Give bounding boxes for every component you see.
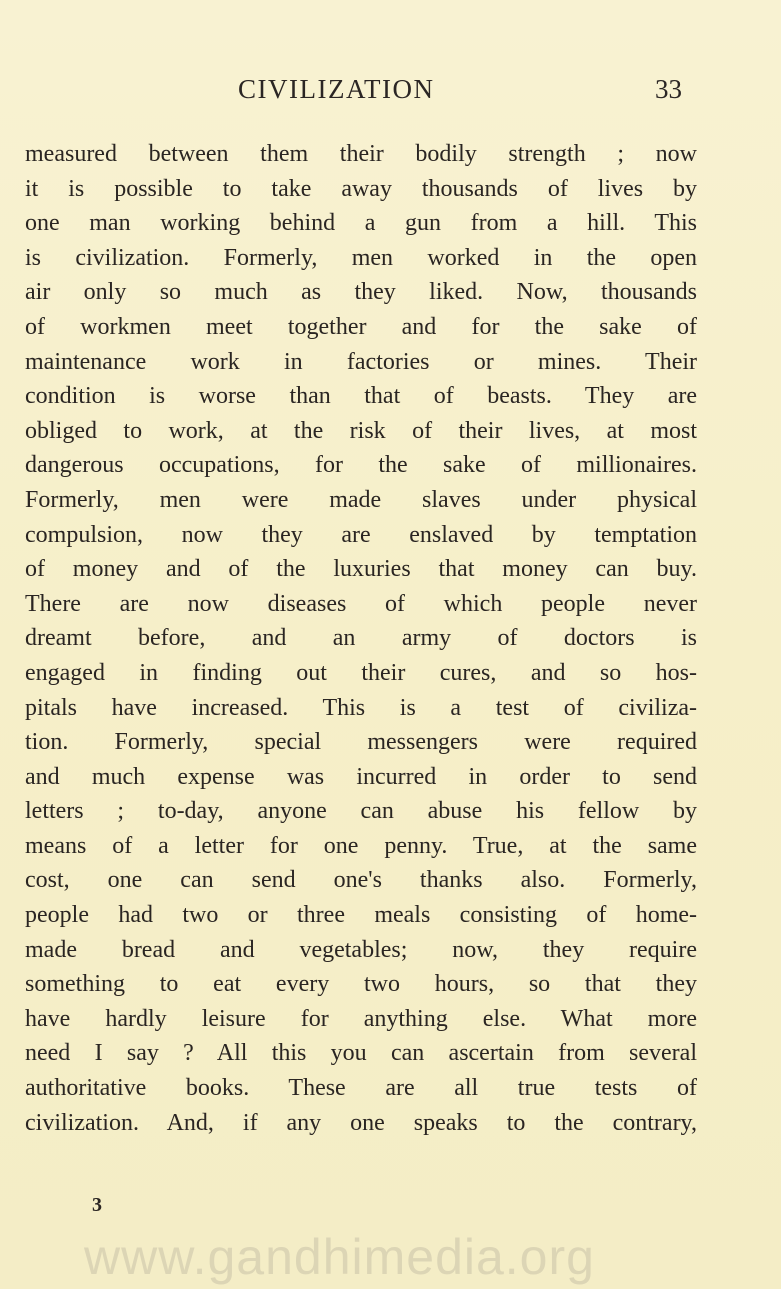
body-text xyxy=(25,137,697,1140)
text-line: There are now diseases of which people never xyxy=(25,590,697,617)
text-line: civilization. And, if any one speaks to the contrary, xyxy=(25,1109,697,1136)
text-line: one man working behind a gun from a hill. This xyxy=(25,210,697,237)
text-line: cost, one can send one's thanks also. Formerly, xyxy=(25,867,697,894)
page-number: 33 xyxy=(655,74,682,104)
text-line: compulsion, now they are enslaved by temptation xyxy=(25,521,697,548)
signature-mark: 3 xyxy=(92,1194,102,1216)
text-line: maintenance work in factories or mines. Their xyxy=(25,348,697,375)
text-line: dangerous occupations, for the sake of millionaires. xyxy=(25,452,697,479)
text-line: condition is worse than that of beasts. They are xyxy=(25,383,697,410)
text-line: have hardly leisure for anything else. What more xyxy=(25,1005,697,1032)
text-line: obliged to work, at the risk of their lives, at most xyxy=(25,417,697,444)
text-line: letters ; to-day, anyone can abuse his fellow by xyxy=(25,798,697,825)
text-line: dreamt before, and an army of doctors is xyxy=(25,625,697,652)
text-line: pitals have increased. This is a test of civiliza- xyxy=(25,694,697,721)
text-line: something to eat every two hours, so that they xyxy=(25,971,697,998)
text-line: authoritative books. These are all true tests of xyxy=(25,1075,697,1102)
text-line: of workmen meet together and for the sake of xyxy=(25,313,697,340)
text-line: Formerly, men were made slaves under physical xyxy=(25,486,697,513)
running-title: CIVILIZATION xyxy=(238,74,435,104)
text-line: tion. Formerly, special messengers were required xyxy=(25,729,697,756)
text-line: measured between them their bodily strength ; now xyxy=(25,141,697,167)
text-line: is civilization. Formerly, men worked in the open xyxy=(25,244,697,271)
text-line: of money and of the luxuries that money can buy. xyxy=(25,556,697,583)
text-line: people had two or three meals consisting of home- xyxy=(25,902,697,929)
text-line: air only so much as they liked. Now, thousands xyxy=(25,279,697,306)
text-line: means of a letter for one penny. True, at the same xyxy=(25,832,697,859)
text-line: and much expense was incurred in order to send xyxy=(25,763,697,790)
text-line: made bread and vegetables; now, they require xyxy=(25,936,697,963)
page-header xyxy=(0,74,781,114)
website-watermark: www.gandhimedia.org xyxy=(84,1229,595,1285)
text-line: engaged in finding out their cures, and so hos- xyxy=(25,659,697,686)
text-line: it is possible to take away thousands of lives by xyxy=(25,175,697,202)
text-line: need I say ? All this you can ascertain from several xyxy=(25,1040,697,1067)
